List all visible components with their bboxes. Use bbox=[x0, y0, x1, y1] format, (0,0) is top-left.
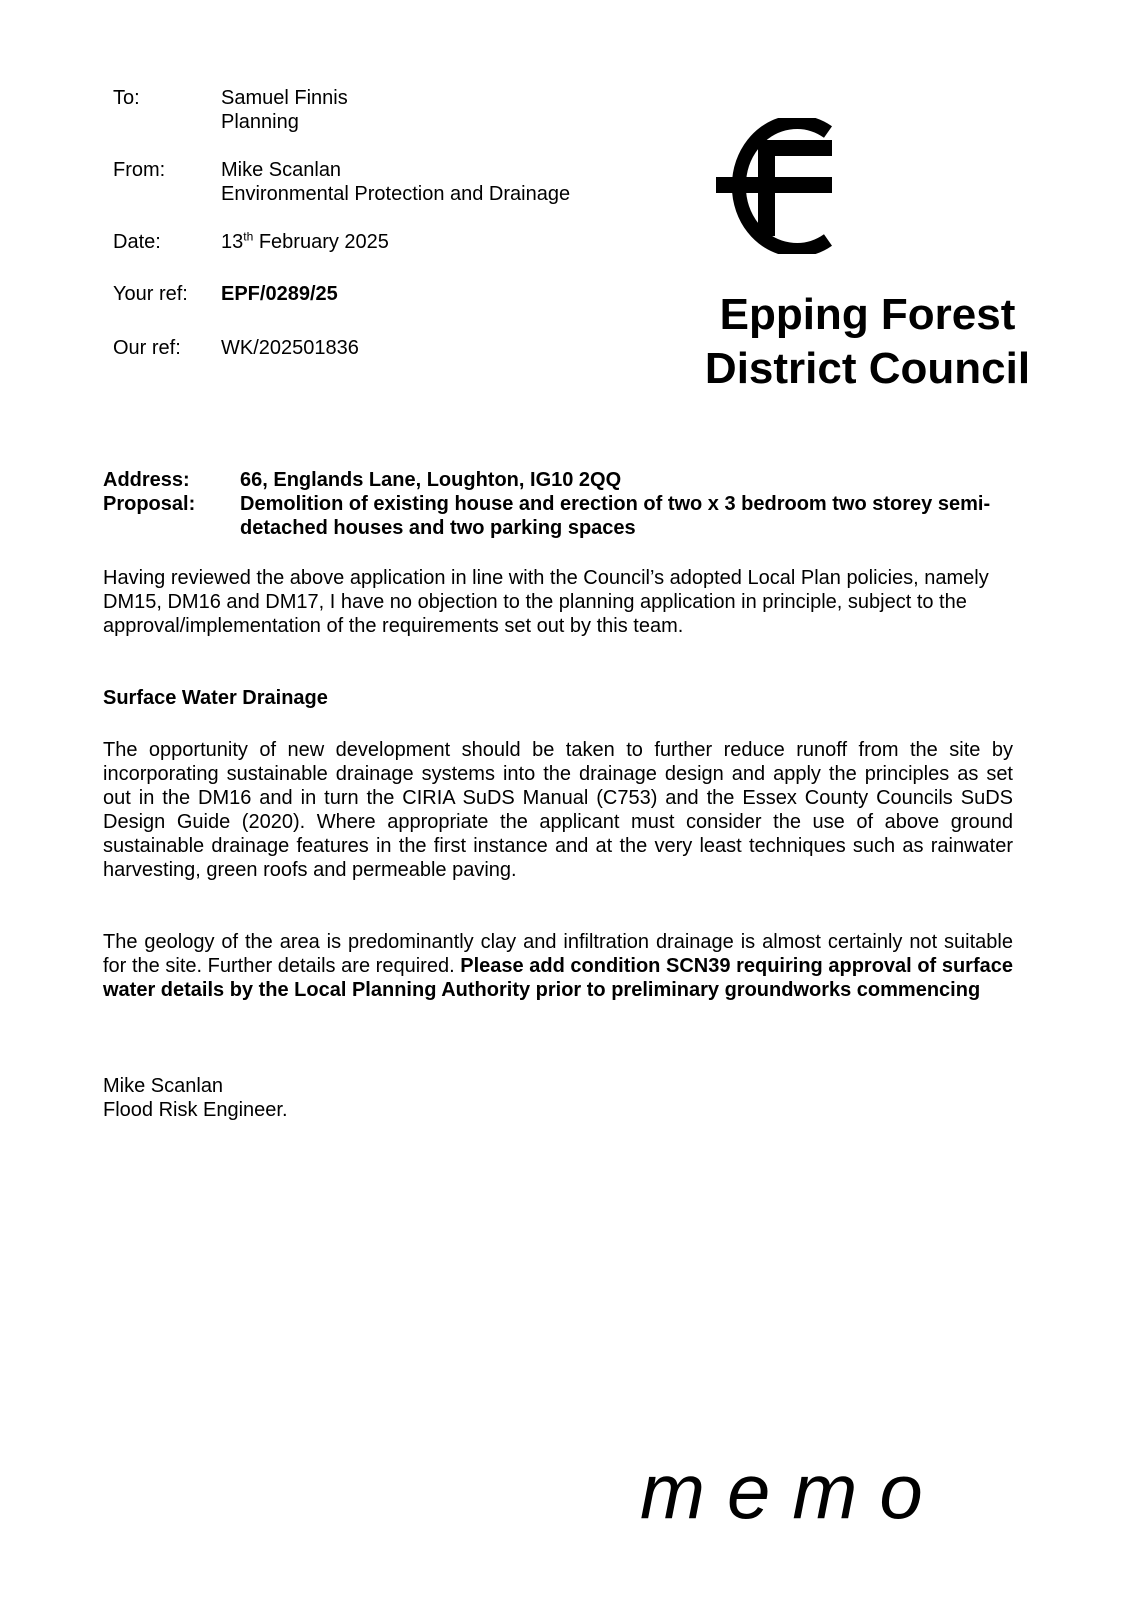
council-name bbox=[690, 288, 1045, 396]
council-name-line2: District Council bbox=[704, 344, 1031, 393]
council-name-line1: Epping Forest bbox=[719, 290, 1016, 339]
memo-date bbox=[221, 230, 389, 254]
to-label: To: bbox=[113, 87, 140, 109]
address-value: 66, Englands Lane, Loughton, IG10 2QQ bbox=[240, 469, 622, 491]
signature-name: Mike Scanlan bbox=[103, 1075, 224, 1097]
our-ref-value: WK/202501836 bbox=[221, 337, 359, 359]
date-month-year: February 2025 bbox=[253, 231, 389, 253]
epping-forest-logo-icon bbox=[716, 118, 832, 254]
section-heading: Surface Water Drainage bbox=[103, 687, 328, 709]
from-name: Mike Scanlan bbox=[221, 159, 342, 181]
date-suffix: th bbox=[243, 229, 254, 244]
proposal-label: Proposal: bbox=[103, 493, 196, 515]
our-ref-label: Our ref: bbox=[113, 337, 181, 359]
to-department: Planning bbox=[221, 111, 299, 133]
date-label: Date: bbox=[113, 231, 161, 253]
proposal-value: Demolition of existing house and erection of two x 3 bedroom two storey semi-detached houses and two parking spaces bbox=[240, 493, 991, 539]
geology-text: The geology of the area is predominantly clay and infiltration drainage is almost certainly not suitable for the site. Further details are required. bbox=[103, 931, 1013, 977]
your-ref-label: Your ref: bbox=[113, 283, 188, 305]
your-ref-value: EPF/0289/25 bbox=[221, 283, 338, 305]
from-department: Environmental Protection and Drainage bbox=[221, 183, 571, 205]
signature bbox=[103, 1074, 1013, 1122]
signature-title: Flood Risk Engineer. bbox=[103, 1099, 288, 1121]
address-label: Address: bbox=[103, 469, 190, 491]
geology-paragraph bbox=[103, 930, 1013, 1002]
condition-request: Please add condition SCN39 requiring approval of surface water details by the Local Planning Authority prior to preliminary groundworks commencing bbox=[103, 955, 1013, 1001]
from-label: From: bbox=[113, 159, 166, 181]
intro-paragraph: Having reviewed the above application in line with the Council’s adopted Local Plan policies, namely DM15, DM16 and DM17, I have no objection to the planning application in principle, subject to the approval/implementation of the requirements set out by this team. bbox=[103, 567, 989, 637]
to-name: Samuel Finnis bbox=[221, 87, 348, 109]
memo-wordmark: memo bbox=[640, 1447, 945, 1535]
date-day: 13 bbox=[221, 231, 244, 253]
drainage-paragraph: The opportunity of new development should be taken to further reduce runoff from the site by incorporating sustainable drainage systems into the drainage design and apply the principles as set out in the DM16 and in turn the CIRIA SuDS Manual (C753) and the Essex County Councils SuDS Design Guide (2020). Where appropriate the applicant must consider the use of above ground sustainable drainage features in the first instance and at the very least techniques such as rainwater harvesting, green roofs and permeable paving. bbox=[103, 739, 1013, 881]
